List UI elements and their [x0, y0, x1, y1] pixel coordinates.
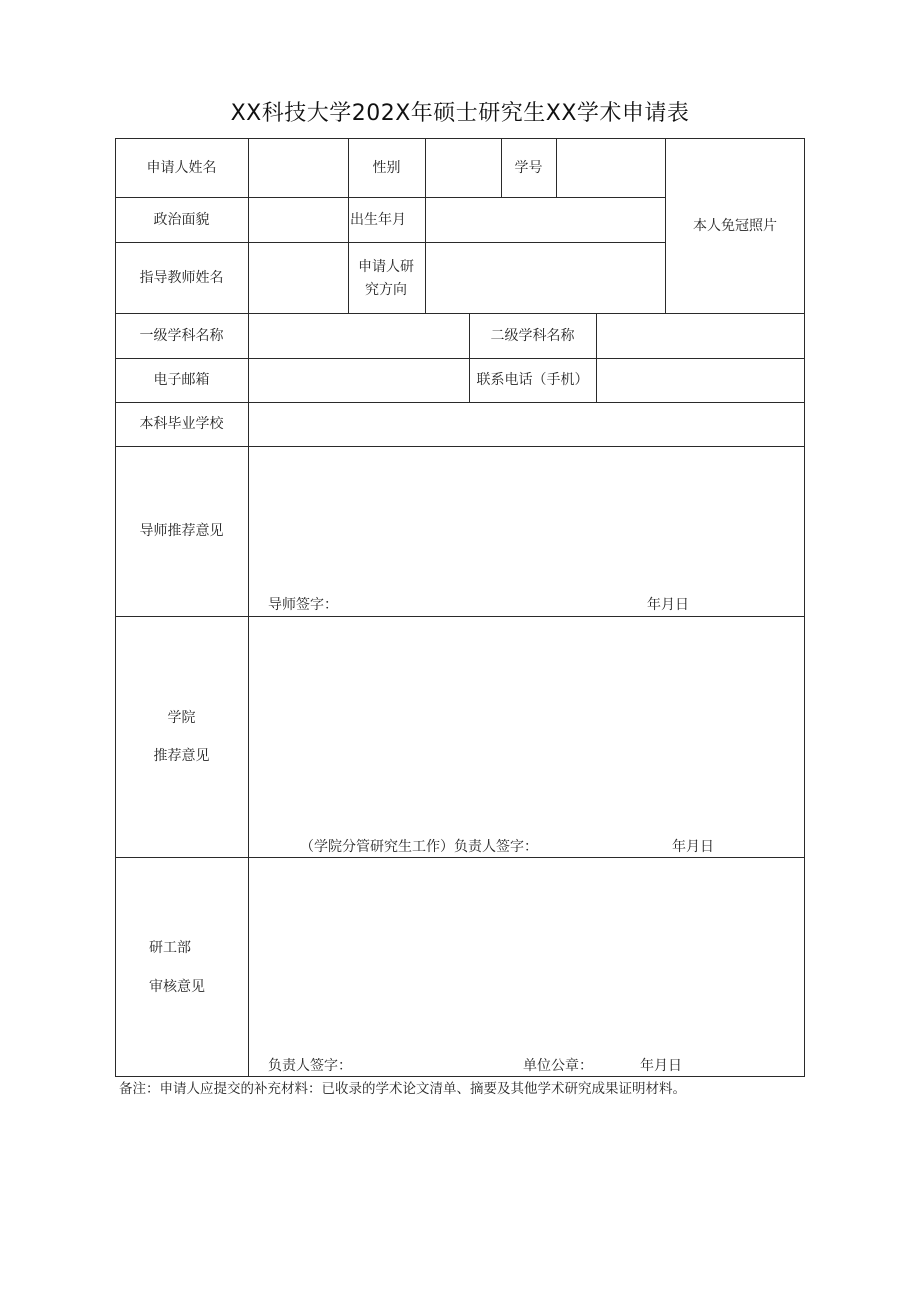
undergrad-school-field[interactable]	[249, 403, 804, 446]
research-direction-label: 申请人研究方向	[358, 259, 414, 298]
college-signature-label: （学院分管研究生工作）负责人签字：	[300, 839, 538, 855]
college-opinion-label-line2: 推荐意见	[153, 748, 210, 764]
college-opinion-label-line1: 学院	[167, 710, 196, 726]
advisor-opinion-label: 导师推荐意见	[139, 523, 224, 539]
college-opinion-field[interactable]	[249, 617, 804, 832]
footnote: 备注：申请人应提交的补充材料：已收录的学术论文清单、摘要及其他学术研究成果证明材料。	[119, 1081, 686, 1097]
applicant-name-field[interactable]	[249, 139, 348, 197]
office-opinion-label-line2: 审核意见	[149, 979, 205, 995]
college-date-label: 年月日	[672, 839, 714, 855]
office-opinion-field[interactable]	[249, 858, 804, 1053]
email-label: 电子邮箱	[153, 372, 210, 388]
secondary-discipline-field[interactable]	[597, 314, 804, 358]
gender-field[interactable]	[426, 139, 501, 197]
advisor-date-label: 年月日	[647, 597, 689, 613]
primary-discipline-label: 一级学科名称	[139, 328, 224, 344]
secondary-discipline-label: 二级学科名称	[490, 328, 575, 344]
political-status-label: 政治面貌	[153, 212, 210, 228]
birth-date-field[interactable]	[426, 198, 665, 242]
political-status-field[interactable]	[249, 198, 348, 242]
office-date-label: 年月日	[640, 1058, 682, 1074]
office-signature-label: 负责人签字：	[268, 1058, 352, 1074]
student-id-label: 学号	[514, 160, 543, 176]
research-direction-field[interactable]	[426, 243, 665, 313]
undergrad-school-label: 本科毕业学校	[139, 416, 224, 432]
applicant-name-label: 申请人姓名	[146, 160, 217, 176]
birth-date-label: 出生年月	[350, 212, 406, 228]
phone-label: 联系电话（手机）	[476, 372, 589, 388]
photo-label: 本人免冠照片	[693, 218, 777, 234]
advisor-signature-label: 导师签字：	[268, 597, 338, 613]
gender-label: 性别	[372, 160, 401, 176]
form-title: XX科技大学202X年硕士研究生XX学术申请表	[230, 101, 690, 126]
student-id-field[interactable]	[557, 139, 665, 197]
advisor-opinion-field[interactable]	[249, 447, 804, 592]
primary-discipline-field[interactable]	[249, 314, 469, 358]
office-opinion-label-line1: 研工部	[149, 940, 191, 956]
office-seal-label: 单位公章：	[523, 1058, 593, 1074]
email-field[interactable]	[249, 359, 469, 402]
advisor-name-field[interactable]	[249, 243, 348, 313]
phone-field[interactable]	[597, 359, 804, 402]
advisor-name-label: 指导教师姓名	[139, 270, 224, 286]
